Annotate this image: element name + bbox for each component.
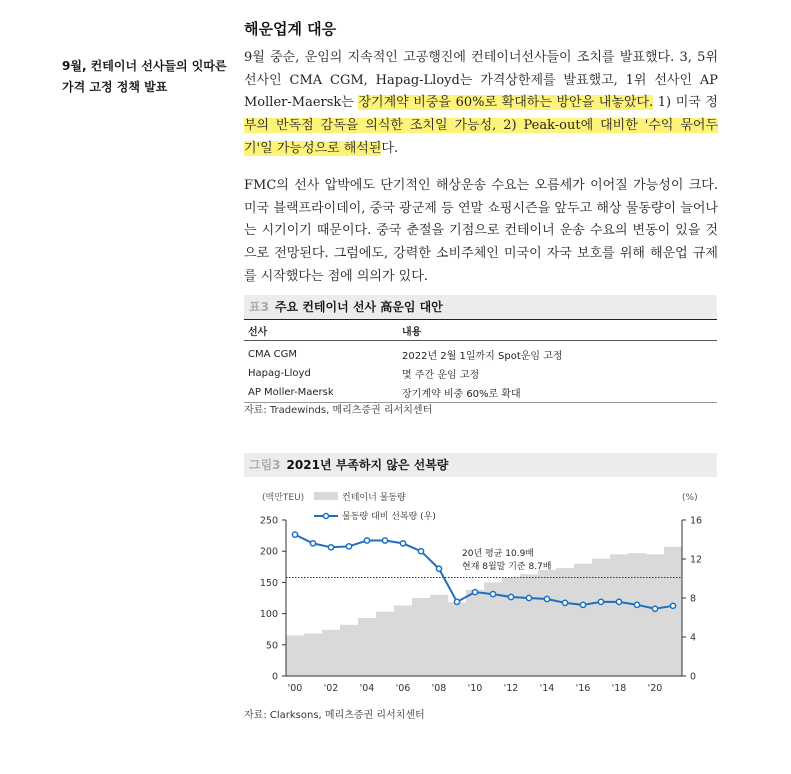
bar bbox=[394, 605, 412, 676]
x-tick-label: '04 bbox=[359, 683, 375, 694]
left-tick-label: 50 bbox=[265, 640, 278, 652]
right-axis-unit: (%) bbox=[682, 493, 698, 503]
line-point bbox=[580, 602, 585, 607]
line-point bbox=[472, 590, 477, 595]
line-point bbox=[562, 600, 567, 605]
right-tick-label: 8 bbox=[690, 593, 697, 605]
bar bbox=[646, 554, 664, 676]
bar bbox=[466, 590, 484, 676]
bar bbox=[286, 635, 304, 676]
line-point bbox=[616, 599, 621, 604]
x-tick-label: '08 bbox=[431, 683, 447, 694]
line-point bbox=[328, 545, 333, 550]
bar bbox=[664, 547, 682, 676]
x-tick-label: '14 bbox=[539, 683, 555, 694]
table-row bbox=[244, 341, 717, 365]
x-tick-label: '16 bbox=[575, 683, 591, 694]
bar bbox=[448, 602, 466, 676]
annotation-line-2: 현재 8월말 기준 8.7배 bbox=[462, 562, 552, 572]
line-point bbox=[490, 592, 495, 597]
left-axis-unit: (백만TEU) bbox=[262, 493, 305, 503]
table-cell: 장기계약 비중 60%로 확대 bbox=[398, 383, 717, 403]
table-cell: AP Moller-Maersk bbox=[244, 383, 398, 403]
legend-line-label: 물동량 대비 선복량 (우) bbox=[342, 512, 436, 522]
line-point bbox=[310, 541, 315, 546]
table-row bbox=[244, 364, 717, 383]
line-point bbox=[436, 566, 441, 571]
line-point bbox=[598, 599, 603, 604]
left-tick-label: 250 bbox=[259, 515, 278, 527]
bar bbox=[358, 618, 376, 676]
highlight-1: 장기계약 비중을 60%로 확대하는 방안을 내놓았다. bbox=[358, 95, 654, 111]
left-tick-label: 200 bbox=[259, 546, 278, 558]
fleet-capacity-chart bbox=[244, 480, 717, 702]
x-tick-label: '00 bbox=[287, 683, 303, 694]
x-tick-label: '20 bbox=[647, 683, 663, 694]
line-point bbox=[670, 603, 675, 608]
right-tick-label: 4 bbox=[690, 632, 697, 644]
bar bbox=[538, 570, 556, 676]
table-cell: 몇 주간 운임 고정 bbox=[402, 370, 480, 381]
bar bbox=[502, 577, 520, 676]
bar bbox=[628, 553, 646, 676]
line-point bbox=[400, 541, 405, 546]
right-tick-label: 0 bbox=[690, 671, 697, 683]
bar bbox=[592, 559, 610, 676]
bar bbox=[574, 564, 592, 676]
right-tick-label: 12 bbox=[690, 554, 703, 566]
line-point bbox=[418, 549, 423, 554]
line-point bbox=[634, 602, 639, 607]
line-point bbox=[508, 594, 513, 599]
figure-caption-number: 그림3 bbox=[249, 458, 281, 472]
line-point bbox=[454, 599, 459, 604]
bar bbox=[520, 574, 538, 676]
section-title: 해운업계 대응 bbox=[244, 20, 337, 38]
bar bbox=[304, 634, 322, 676]
table-caption-number: 표3 bbox=[249, 300, 269, 314]
x-tick-label: '12 bbox=[503, 683, 519, 694]
bar bbox=[610, 554, 628, 676]
table-cell: Hapag-Lloyd bbox=[248, 368, 311, 379]
left-tick-label: 100 bbox=[259, 609, 278, 621]
table-header-carrier: 선사 bbox=[244, 320, 398, 341]
side-note: 9월, 컨테이너 선사들의 잇따른 가격 고정 정책 발표 bbox=[62, 59, 227, 94]
highlight-2: 부의 반독점 감독을 의식한 조치일 가능성, 2) Peak-out에 대비한 '수익 묶어두기'일 가능성으로 해석된 bbox=[244, 118, 718, 156]
legend-line-marker bbox=[324, 514, 329, 519]
table-source: 자료: Tradewinds, 메리츠증권 리서치센터 bbox=[244, 405, 433, 416]
table-cell: 2022년 2월 1일까지 Spot운임 고정 bbox=[402, 351, 563, 362]
line-point bbox=[526, 595, 531, 600]
line-point bbox=[652, 606, 657, 611]
line-point bbox=[346, 544, 351, 549]
paragraph-1 bbox=[244, 47, 718, 161]
x-tick-label: '10 bbox=[467, 683, 483, 694]
table-caption bbox=[244, 295, 717, 319]
line-point bbox=[364, 538, 369, 543]
paragraph-1-text-a: 9월 중순, 운임의 지속적인 고공행진에 컨테이너선사들이 조치를 발표했다. 3, 5위 선사인 CMA CGM, Hapag-Lloyd는 가격상한제를 발표했고, 1위 선사인 AP Moller-Maersk는 bbox=[244, 50, 718, 111]
table-row bbox=[244, 383, 717, 403]
left-tick-label: 150 bbox=[259, 577, 278, 589]
figure-caption bbox=[244, 453, 717, 477]
bar bbox=[340, 625, 358, 676]
table-header-content: 내용 bbox=[398, 320, 717, 341]
x-tick-label: '18 bbox=[611, 683, 627, 694]
annotation-line-1: 20년 평균 10.9배 bbox=[462, 549, 534, 559]
left-tick-label: 0 bbox=[271, 671, 278, 683]
table-caption-title: 주요 컨테이너 선사 高운임 대안 bbox=[274, 300, 443, 314]
line-point bbox=[544, 596, 549, 601]
bar bbox=[556, 568, 574, 676]
figure-caption-title: 2021년 부족하지 않은 선복량 bbox=[286, 458, 449, 472]
bar bbox=[412, 598, 430, 676]
x-tick-label: '06 bbox=[395, 683, 411, 694]
carrier-table bbox=[244, 319, 717, 403]
paragraph-1-text-b: 1) 미국 정 bbox=[653, 95, 718, 111]
line-point bbox=[292, 532, 297, 537]
figure-source: 자료: Clarksons, 메리츠증권 리서치센터 bbox=[244, 710, 425, 721]
legend-bar-label: 컨테이너 물동량 bbox=[342, 493, 406, 503]
legend-bar-swatch bbox=[314, 492, 338, 500]
paragraph-1-text-c: 다. bbox=[381, 140, 399, 156]
right-tick-label: 16 bbox=[690, 515, 703, 527]
bar bbox=[430, 595, 448, 676]
table-header-row bbox=[244, 320, 717, 341]
x-tick-label: '02 bbox=[323, 683, 339, 694]
table-cell: CMA CGM bbox=[248, 349, 297, 360]
chart-legend bbox=[314, 491, 436, 522]
bar bbox=[322, 630, 340, 676]
bar bbox=[376, 612, 394, 676]
line-point bbox=[382, 538, 387, 543]
paragraph-2: FMC의 선사 압박에도 단기적인 해상운송 수요는 오름세가 이어질 가능성이 크다. 미국 블랙프라이데이, 중국 광군제 등 연말 쇼핑시즌을 앞두고 해상 물동량이 늘어나는 시기이기 때문이다. 중국 춘절을 기점으로 컨테이너 운송 수요의 변동이 있을 것으로 전망된다. 그럼에도, 강력한 소비주체인 미국이 자국 보호를 위해 해운업 규제를 시작했다는 점에 의의가 있다. bbox=[244, 178, 718, 284]
